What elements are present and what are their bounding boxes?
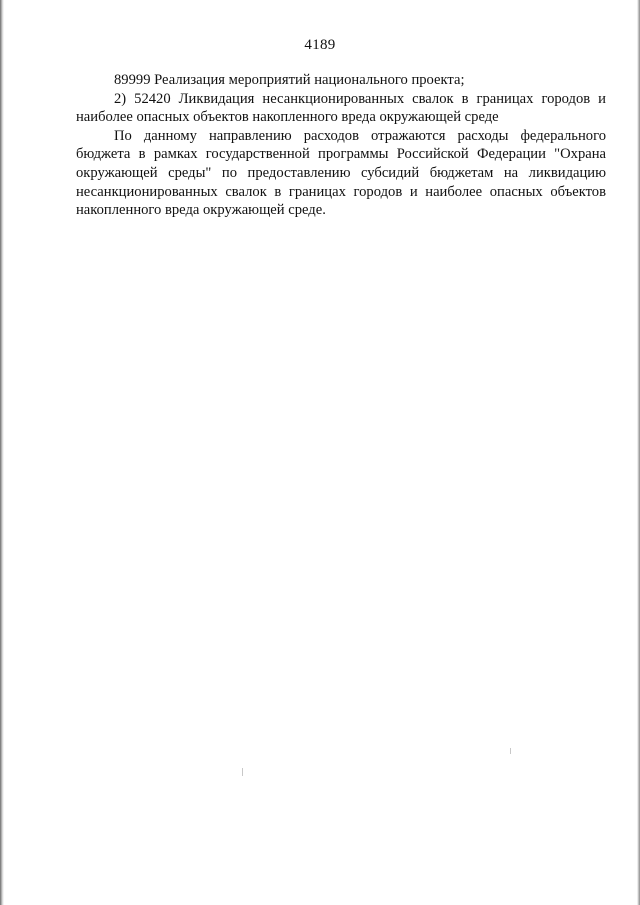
paragraph-item-52420-heading: 2) 52420 Ликвидация несанкционированных свалок в границах городов и наиболее опасных объектов накопленного вреда окружающей среде xyxy=(76,90,606,126)
paragraph-item-89999: 89999 Реализация мероприятий национального проекта; xyxy=(114,72,465,88)
scan-left-edge xyxy=(0,0,4,905)
scan-artifact xyxy=(242,768,243,776)
paragraph-expense-description: По данному направлению расходов отражаются расходы федерального бюджета в рамках государственной программы Российской Федерации "Охрана окружающей среды" по предоставлению субсидий бюджетам на ликвидацию несанкционированных свалок в границах городов и наиболее опасных объектов накопленного вреда окружающей среде. xyxy=(76,127,606,219)
scan-artifact xyxy=(510,748,511,754)
page-number: 4189 xyxy=(304,37,336,53)
document-body xyxy=(76,71,606,220)
